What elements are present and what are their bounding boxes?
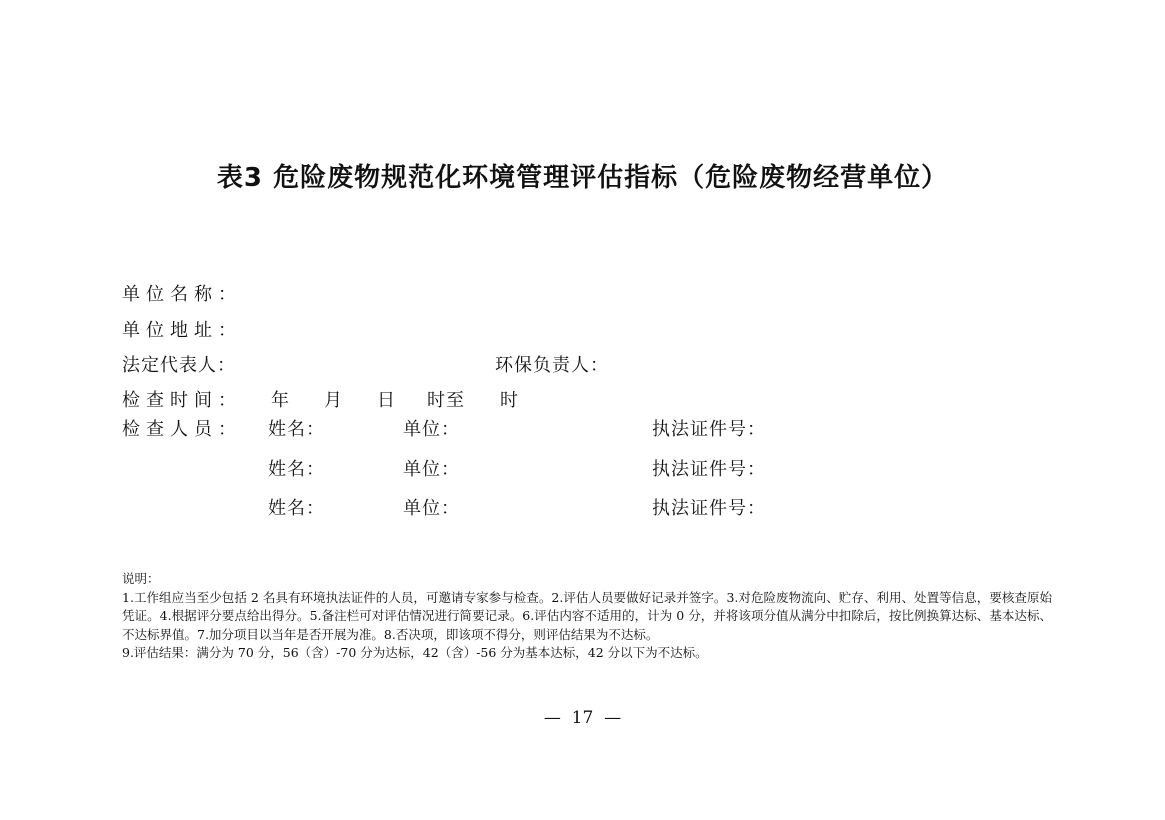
- inspector-name-label: 姓名：: [268, 459, 325, 480]
- legal-representative-label: 法定代表人：: [122, 355, 236, 376]
- page-number: — 17 —: [543, 708, 622, 728]
- hour-to-label: 时至: [427, 390, 465, 411]
- inspector-unit-label: 单位：: [403, 419, 460, 440]
- inspector-name-label: 姓名：: [268, 419, 325, 440]
- inspector-cert-label: 执法证件号：: [652, 459, 766, 480]
- inspector-name-label: 姓名：: [268, 498, 325, 519]
- notes-section: [122, 570, 1052, 663]
- day-label: 日: [377, 390, 396, 411]
- inspector-cert-label: 执法证件号：: [652, 498, 766, 519]
- env-responsible-label: 环保负责人：: [495, 355, 609, 376]
- month-label: 月: [324, 390, 343, 411]
- inspection-time-label: 检查时间：: [122, 390, 242, 411]
- year-label: 年: [271, 390, 290, 411]
- inspector-unit-label: 单位：: [403, 498, 460, 519]
- unit-address-label: 单位地址：: [122, 320, 242, 341]
- inspector-cert-label: 执法证件号：: [652, 419, 766, 440]
- inspectors-label: 检查人员：: [122, 419, 242, 440]
- unit-name-label: 单位名称：: [122, 284, 242, 305]
- page-title: 表3 危险废物规范化环境管理评估指标（危险废物经营单位）: [216, 163, 949, 193]
- notes-result: 9.评估结果：满分为 70 分，56（含）-70 分为达标，42（含）-56 分为基本达标，42 分以下为不达标。: [122, 645, 708, 660]
- hour-label: 时: [500, 390, 519, 411]
- notes-body: 1.工作组应当至少包括 2 名具有环境执法证件的人员，可邀请专家参与检查。2.评估人员要做好记录并签字。3.对危险废物流向、贮存、利用、处置等信息，要核查原始凭证。4.根据评分要点给出得分。5.备注栏可对评估情况进行简要记录。6.评估内容不适用的，计为 0 分，并将该项分值从满分中扣除后，按比例换算达标、基本达标、不达标界值。7.加分项目以当年是否开展为准。8.否决项，即该项不得分，则评估结果为不达标。: [122, 589, 1052, 642]
- notes-heading: 说明：: [122, 571, 160, 586]
- inspector-unit-label: 单位：: [403, 459, 460, 480]
